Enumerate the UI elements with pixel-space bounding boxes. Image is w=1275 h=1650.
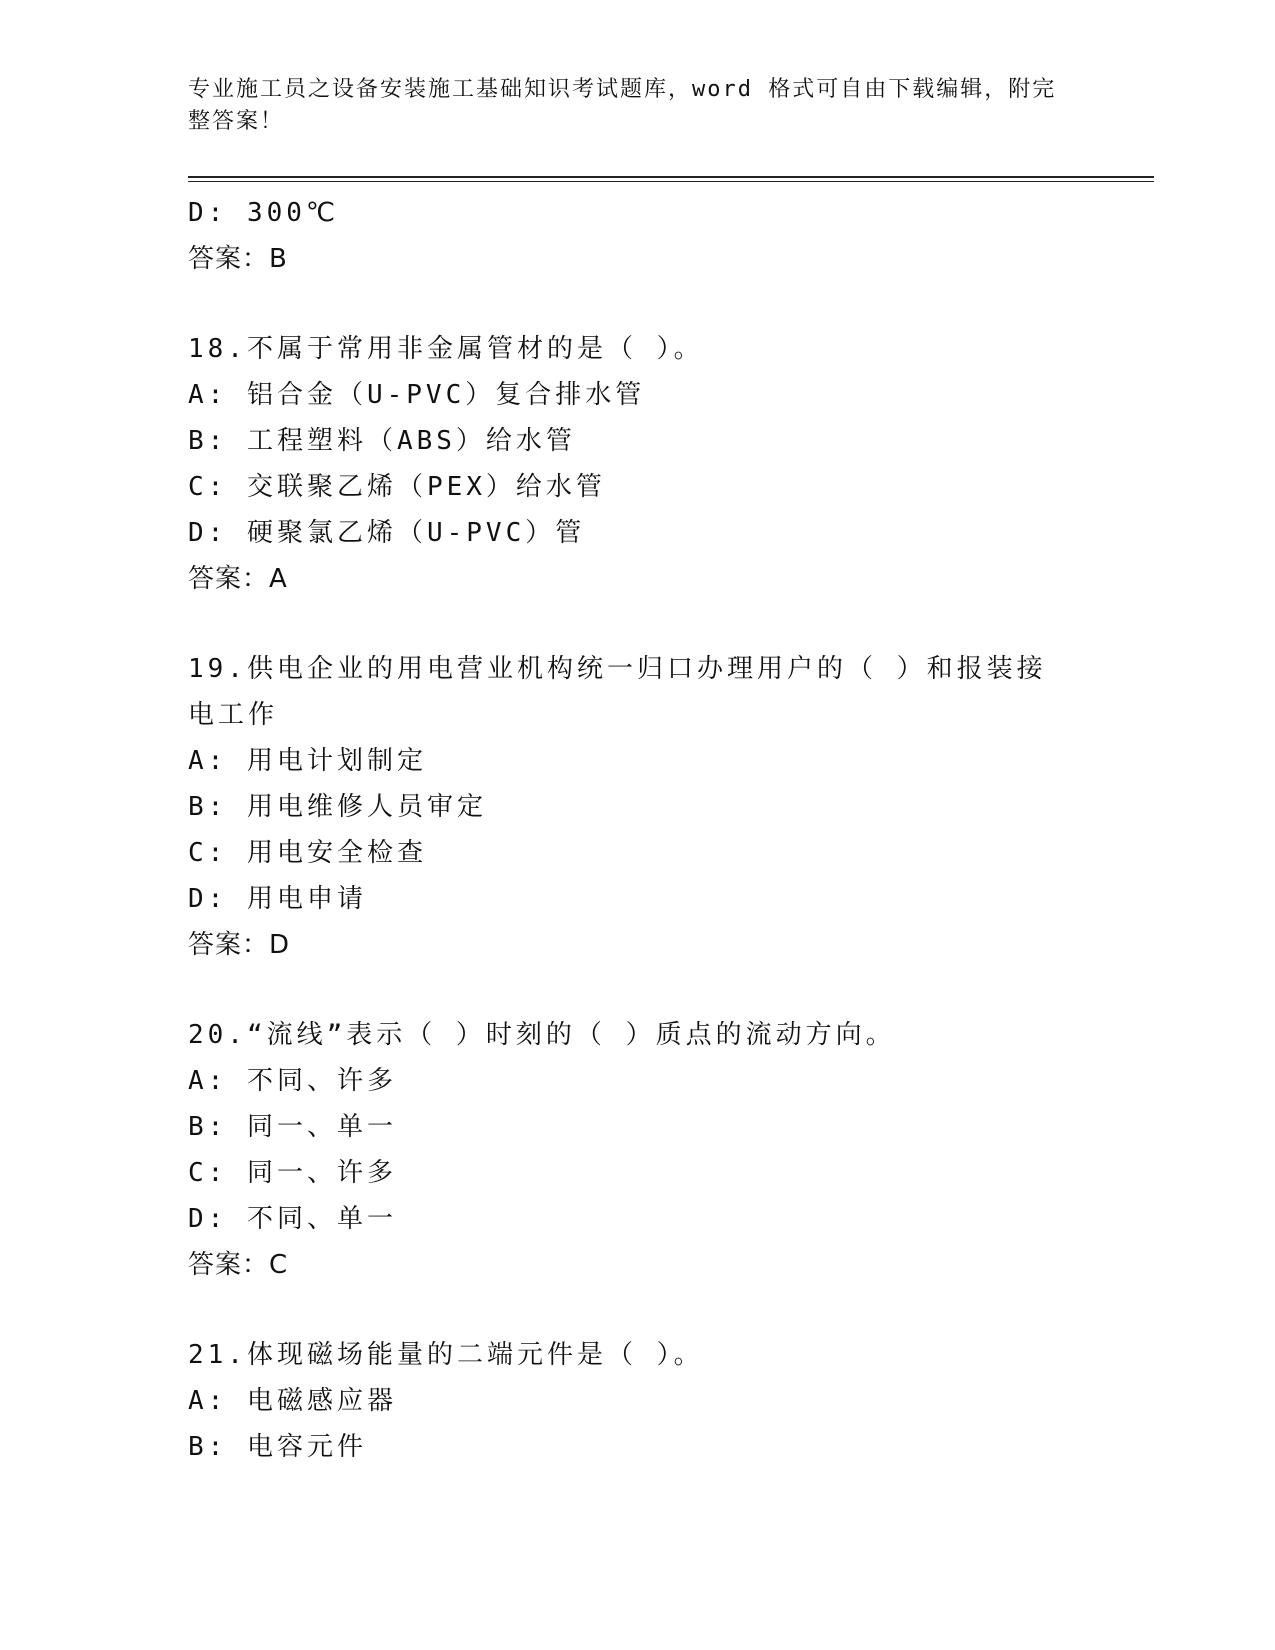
- option-b: B: 电容元件: [188, 1432, 367, 1462]
- spacer: [188, 602, 1088, 646]
- option-a: A: 电磁感应器: [188, 1386, 397, 1416]
- option-c: C: 同一、许多: [188, 1158, 397, 1188]
- question-21: [188, 1332, 1088, 1470]
- question-18: [188, 326, 1088, 602]
- document-body: [188, 190, 1088, 1470]
- header-rule-thin: [188, 181, 1154, 182]
- answer: 答案：D: [188, 930, 291, 960]
- question-19: [188, 646, 1088, 968]
- document-header: 专业施工员之设备安装施工基础知识考试题库，word 格式可自由下载编辑，附完整答案！: [188, 77, 1057, 134]
- option-c: C: 用电安全检查: [188, 838, 427, 868]
- answer: 答案：C: [188, 1250, 289, 1280]
- option-a: A: 不同、许多: [188, 1066, 397, 1096]
- question-20: [188, 1012, 1088, 1288]
- spacer: [188, 1288, 1088, 1332]
- question-17-tail: [188, 190, 1088, 282]
- header-rule-thick: [188, 176, 1154, 178]
- option-b: B: 工程塑料（ABS）给水管: [188, 426, 576, 456]
- answer: 答案：A: [188, 564, 288, 594]
- question-stem: 21.体现磁场能量的二端元件是（ ）。: [188, 1340, 704, 1370]
- option-b: B: 用电维修人员审定: [188, 792, 487, 822]
- option-a: A: 用电计划制定: [188, 746, 427, 776]
- spacer: [188, 282, 1088, 326]
- option-d: D: 300℃: [188, 198, 340, 228]
- question-stem: 19.供电企业的用电营业机构统一归口办理用户的（ ）和报装接电工作: [188, 654, 1047, 730]
- option-d: D: 不同、单一: [188, 1204, 397, 1234]
- option-d: D: 用电申请: [188, 884, 367, 914]
- option-a: A: 铝合金（U-PVC）复合排水管: [188, 380, 646, 410]
- question-stem: 20.“流线”表示（ ）时刻的（ ）质点的流动方向。: [188, 1020, 896, 1050]
- option-b: B: 同一、单一: [188, 1112, 397, 1142]
- answer: 答案：B: [188, 244, 288, 274]
- option-d: D: 硬聚氯乙烯（U-PVC）管: [188, 518, 586, 548]
- spacer: [188, 968, 1088, 1012]
- question-stem: 18.不属于常用非金属管材的是（ ）。: [188, 334, 704, 364]
- option-c: C: 交联聚乙烯（PEX）给水管: [188, 472, 606, 502]
